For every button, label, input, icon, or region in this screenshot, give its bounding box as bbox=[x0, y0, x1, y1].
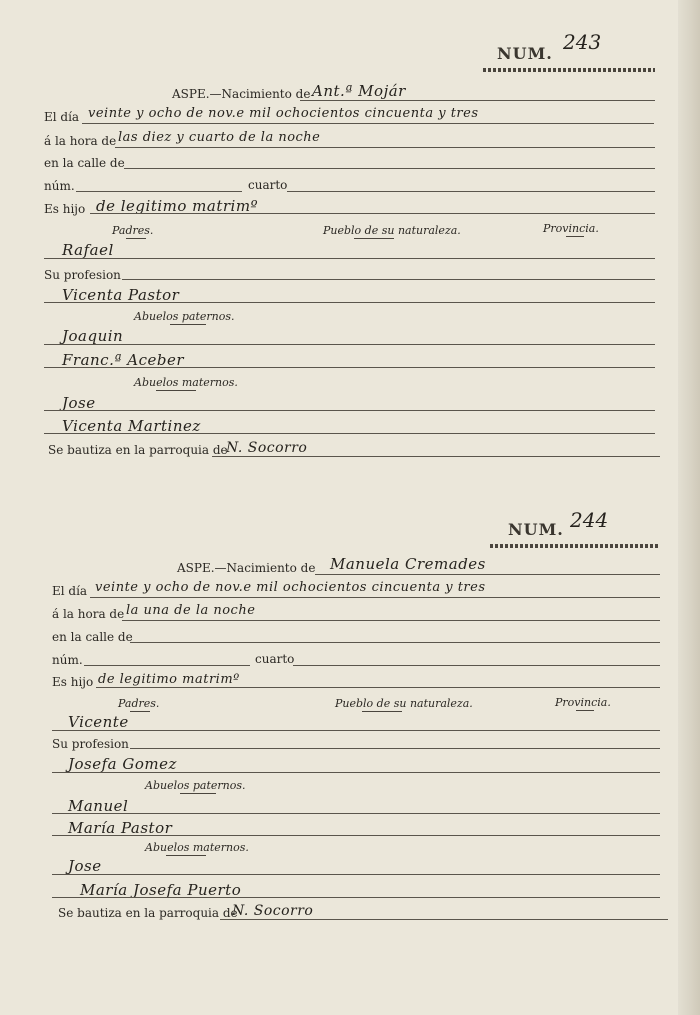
pueblo-label: Pueblo de su naturaleza. bbox=[323, 224, 461, 237]
bautiza-label: Se bautiza en la parroquia de bbox=[58, 906, 238, 920]
abuela-paterna-value: Franc.ª Aceber bbox=[62, 351, 185, 369]
cuarto-line bbox=[287, 191, 655, 192]
aspe-label: ASPE.—Nacimiento de bbox=[177, 561, 316, 575]
calle-line bbox=[130, 642, 660, 643]
provincia-underline bbox=[566, 236, 584, 237]
profesion-line bbox=[130, 748, 660, 749]
record-number-value: 244 bbox=[570, 508, 609, 532]
madre-line bbox=[44, 302, 655, 303]
record-number-value: 243 bbox=[563, 30, 602, 54]
abuelos-maternos-underline bbox=[166, 855, 206, 856]
parroquia-value: N. Socorro bbox=[226, 440, 308, 456]
abuelo-paterno-value: Manuel bbox=[68, 797, 129, 815]
es-hijo-line bbox=[90, 213, 655, 214]
padre-line bbox=[44, 258, 655, 259]
pueblo-label: Pueblo de su naturaleza. bbox=[335, 697, 473, 710]
padre-line bbox=[52, 730, 660, 731]
abuela-paterna-line bbox=[44, 367, 655, 368]
dia-line bbox=[90, 597, 660, 598]
record-number-label: NUM. bbox=[508, 520, 564, 539]
padres-label: Padres. bbox=[118, 697, 160, 710]
bautiza-label: Se bautiza en la parroquia de bbox=[48, 443, 228, 457]
abuela-materna-line bbox=[44, 433, 655, 434]
pueblo-underline bbox=[362, 711, 402, 712]
padre-value: Rafael bbox=[62, 241, 114, 259]
name-line bbox=[300, 100, 655, 101]
abuelo-paterno-value: Joaquin bbox=[62, 327, 124, 345]
child-name: Manuela Cremades bbox=[330, 555, 486, 573]
abuelos-paternos-underline bbox=[170, 324, 206, 325]
calle-label: en la calle de bbox=[52, 630, 133, 644]
num-label: núm. bbox=[52, 653, 83, 667]
hora-value: las diez y cuarto de la noche bbox=[118, 130, 321, 145]
hora-line bbox=[115, 147, 655, 148]
parroquia-line bbox=[220, 919, 668, 920]
abuela-materna-value: Vicenta Martinez bbox=[62, 417, 201, 435]
dia-value: veinte y ocho de nov.e mil ochocientos cincuenta y tres bbox=[88, 106, 479, 121]
cuarto-line bbox=[293, 665, 660, 666]
abuelo-paterno-line bbox=[52, 813, 660, 814]
abuelos-maternos-label: Abuelos maternos. bbox=[134, 376, 238, 389]
num-line bbox=[76, 191, 242, 192]
es-hijo-line bbox=[96, 687, 660, 688]
madre-value: Vicenta Pastor bbox=[62, 286, 180, 304]
provincia-label: Provincia. bbox=[555, 696, 611, 709]
profesion-label: Su profesion bbox=[44, 268, 121, 282]
record-number-label: NUM. bbox=[497, 44, 553, 63]
decorative-rule bbox=[483, 68, 655, 72]
padres-label: Padres. bbox=[112, 224, 154, 237]
dia-label: El día bbox=[52, 584, 88, 598]
parroquia-value: N. Socorro bbox=[232, 903, 314, 919]
aspe-label: ASPE.—Nacimiento de bbox=[172, 87, 311, 101]
profesion-label: Su profesion bbox=[52, 737, 129, 751]
es-hijo-label: Es hijo bbox=[52, 675, 94, 689]
calle-label: en la calle de bbox=[44, 156, 125, 170]
padres-underline bbox=[126, 238, 146, 239]
provincia-underline bbox=[576, 710, 594, 711]
abuela-paterna-line bbox=[52, 835, 660, 836]
abuelos-maternos-underline bbox=[156, 390, 196, 391]
hora-label: á la hora de bbox=[52, 607, 125, 621]
dia-value: veinte y ocho de nov.e mil ochocientos cincuenta y tres bbox=[95, 580, 486, 595]
child-name: Ant.ª Mojár bbox=[312, 82, 406, 100]
abuelos-paternos-underline bbox=[180, 793, 216, 794]
abuelo-paterno-line bbox=[44, 344, 655, 345]
es-hijo-value: de legitimo matrimº bbox=[98, 672, 240, 687]
hora-line bbox=[122, 620, 660, 621]
abuelos-maternos-label: Abuelos maternos. bbox=[145, 841, 249, 854]
hora-label: á la hora de bbox=[44, 134, 117, 148]
dia-line bbox=[82, 123, 654, 124]
provincia-label: Provincia. bbox=[543, 222, 599, 235]
dia-label: El día bbox=[44, 110, 80, 124]
abuelo-materno-value: Jose bbox=[62, 394, 96, 412]
madre-value: Josefa Gomez bbox=[68, 755, 177, 773]
abuelo-materno-value: Jose bbox=[68, 857, 102, 875]
pueblo-underline bbox=[354, 238, 394, 239]
decorative-rule bbox=[490, 544, 660, 548]
abuela-paterna-value: María Pastor bbox=[68, 819, 173, 837]
abuela-materna-value: María Josefa Puerto bbox=[80, 881, 242, 899]
padre-value: Vicente bbox=[68, 713, 129, 731]
profesion-line bbox=[122, 279, 655, 280]
hora-value: la una de la noche bbox=[126, 603, 256, 618]
cuarto-label: cuarto bbox=[248, 178, 288, 192]
abuela-materna-line bbox=[52, 897, 660, 898]
es-hijo-label: Es hijo bbox=[44, 202, 86, 216]
padres-underline bbox=[130, 711, 150, 712]
abuelos-paternos-label: Abuelos paternos. bbox=[145, 779, 246, 792]
page-binding-shadow bbox=[678, 0, 700, 1015]
abuelos-paternos-label: Abuelos paternos. bbox=[134, 310, 235, 323]
num-label: núm. bbox=[44, 179, 75, 193]
calle-line bbox=[124, 168, 655, 169]
abuelo-materno-line bbox=[52, 874, 660, 875]
parroquia-line bbox=[212, 456, 660, 457]
cuarto-label: cuarto bbox=[255, 652, 295, 666]
name-line bbox=[315, 574, 660, 575]
madre-line bbox=[52, 772, 660, 773]
abuelo-materno-line bbox=[44, 410, 655, 411]
num-line bbox=[84, 665, 250, 666]
es-hijo-value: de legitimo matrimº bbox=[96, 197, 259, 215]
